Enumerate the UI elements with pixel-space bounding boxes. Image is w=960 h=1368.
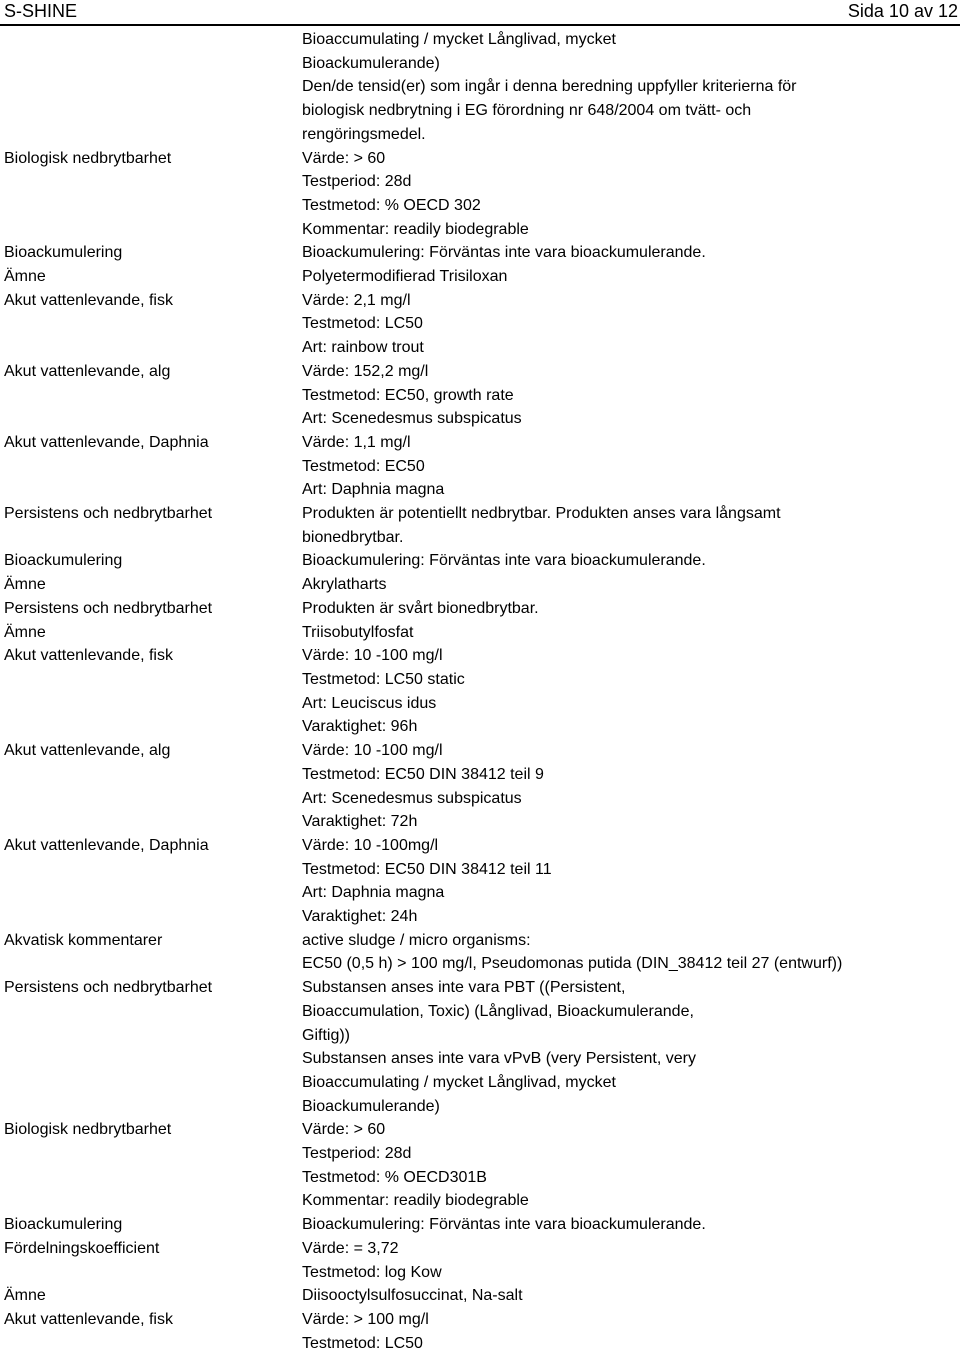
property-label: Ämne bbox=[4, 576, 46, 594]
property-label: Persistens och nedbrytbarhet bbox=[4, 599, 213, 617]
property-value bbox=[302, 644, 932, 739]
value-line: Testmetod: EC50 bbox=[302, 457, 425, 475]
property-row bbox=[0, 573, 960, 597]
property-value bbox=[302, 834, 932, 929]
value-line: Diisooctylsulfosuccinat, Na-salt bbox=[302, 1287, 523, 1305]
value-line: Värde: > 60 bbox=[302, 149, 386, 167]
value-line: Kommentar: readily biodegrable bbox=[302, 220, 529, 238]
property-row bbox=[0, 502, 960, 549]
document-body bbox=[0, 28, 960, 1355]
property-label: Bioackumulering bbox=[4, 552, 123, 570]
value-line: Art: Scenedesmus subspicatus bbox=[302, 410, 522, 428]
value-line: Art: rainbow trout bbox=[302, 339, 424, 357]
value-line: Bioaccumulation, Toxic) (Långlivad, Bioackumulerande, bbox=[302, 1002, 694, 1020]
property-label: Akut vattenlevande, fisk bbox=[4, 647, 173, 665]
property-row bbox=[0, 549, 960, 573]
value-line: Värde: 10 -100 mg/l bbox=[302, 647, 443, 665]
property-value bbox=[302, 360, 932, 431]
value-line: Värde: 1,1 mg/l bbox=[302, 433, 411, 451]
property-value bbox=[302, 147, 932, 242]
value-line: Testmetod: EC50, growth rate bbox=[302, 386, 514, 404]
value-line: Värde: 10 -100 mg/l bbox=[302, 742, 443, 760]
property-row bbox=[0, 597, 960, 621]
value-line: Testmetod: LC50 static bbox=[302, 670, 465, 688]
property-label: Akut vattenlevande, Daphnia bbox=[4, 433, 209, 451]
property-row bbox=[0, 289, 960, 360]
property-value bbox=[302, 573, 932, 597]
value-line: Art: Scenedesmus subspicatus bbox=[302, 789, 522, 807]
value-line: Produkten är potentiellt nedbrytbar. Produkten anses vara långsamt bbox=[302, 505, 781, 523]
property-row bbox=[0, 976, 960, 1118]
property-row bbox=[0, 360, 960, 431]
property-value bbox=[302, 502, 932, 549]
value-line: Testmetod: % OECD 302 bbox=[302, 196, 481, 214]
property-row bbox=[0, 1237, 960, 1284]
property-row bbox=[0, 1308, 960, 1355]
value-line: Värde: 10 -100mg/l bbox=[302, 836, 439, 854]
property-value bbox=[302, 1237, 932, 1284]
value-line: Testmetod: % OECD301B bbox=[302, 1168, 487, 1186]
value-line: Värde: 152,2 mg/l bbox=[302, 362, 429, 380]
property-row bbox=[0, 265, 960, 289]
property-value bbox=[302, 1308, 932, 1355]
property-value bbox=[302, 621, 932, 645]
property-row bbox=[0, 621, 960, 645]
value-line: biologisk nedbrytning i EG förordning nr 648/2004 om tvätt- och bbox=[302, 102, 752, 120]
property-label: Biologisk nedbrytbarhet bbox=[4, 1121, 172, 1139]
value-line: Art: Daphnia magna bbox=[302, 884, 445, 902]
value-line: Testperiod: 28d bbox=[302, 1145, 412, 1163]
property-value bbox=[302, 289, 932, 360]
property-label: Ämne bbox=[4, 268, 46, 286]
property-label: Akut vattenlevande, alg bbox=[4, 742, 171, 760]
property-label: Persistens och nedbrytbarhet bbox=[4, 505, 213, 523]
property-value bbox=[302, 431, 932, 502]
value-line: Värde: > 60 bbox=[302, 1121, 386, 1139]
property-label: Bioackumulering bbox=[4, 1216, 123, 1234]
property-row bbox=[0, 241, 960, 265]
property-row bbox=[0, 1118, 960, 1213]
property-row bbox=[0, 28, 960, 147]
property-value bbox=[302, 1118, 932, 1213]
property-label: Akut vattenlevande, fisk bbox=[4, 1310, 173, 1328]
property-label: Akut vattenlevande, fisk bbox=[4, 291, 173, 309]
value-line: Art: Leuciscus idus bbox=[302, 694, 437, 712]
property-value bbox=[302, 1213, 932, 1237]
value-line: Bioackumulering: Förväntas inte vara bioackumulerande. bbox=[302, 244, 706, 262]
property-label: Akvatisk kommentarer bbox=[4, 931, 163, 949]
value-line: active sludge / micro organisms: bbox=[302, 931, 531, 949]
value-line: Produkten är svårt bionedbrytbar. bbox=[302, 599, 539, 617]
value-line: Bioaccumulating / mycket Långlivad, mycket bbox=[302, 31, 616, 48]
page-header bbox=[0, 0, 960, 26]
value-line: Värde: > 100 mg/l bbox=[302, 1310, 429, 1328]
value-line: Triisobutylfosfat bbox=[302, 623, 414, 641]
product-name: S-SHINE bbox=[4, 1, 78, 21]
property-label: Bioackumulering bbox=[4, 244, 123, 262]
property-row bbox=[0, 644, 960, 739]
value-line: Bioackumulerande) bbox=[302, 1097, 440, 1115]
value-line: Giftig)) bbox=[302, 1026, 350, 1044]
property-value bbox=[302, 241, 932, 265]
property-value bbox=[302, 739, 932, 834]
property-value bbox=[302, 597, 932, 621]
value-line: Kommentar: readily biodegrable bbox=[302, 1192, 529, 1210]
property-label: Biologisk nedbrytbarhet bbox=[4, 149, 172, 167]
value-line: rengöringsmedel. bbox=[302, 125, 426, 143]
property-value bbox=[302, 549, 932, 573]
value-line: Bioackumulering: Förväntas inte vara bioackumulerande. bbox=[302, 1216, 706, 1234]
property-row bbox=[0, 929, 960, 976]
value-line: Testmetod: log Kow bbox=[302, 1263, 442, 1281]
property-row bbox=[0, 739, 960, 834]
property-label: Ämne bbox=[4, 623, 46, 641]
value-line: Varaktighet: 24h bbox=[302, 908, 418, 926]
value-line: Varaktighet: 72h bbox=[302, 813, 418, 831]
value-line: Värde: 2,1 mg/l bbox=[302, 291, 411, 309]
page-number: Sida 10 av 12 bbox=[847, 1, 958, 21]
property-value bbox=[302, 929, 932, 976]
property-row bbox=[0, 834, 960, 929]
value-line: Art: Daphnia magna bbox=[302, 481, 445, 499]
property-row bbox=[0, 1284, 960, 1308]
value-line: EC50 (0,5 h) > 100 mg/l, Pseudomonas putida (DIN_38412 teil 27 (entwurf)) bbox=[302, 955, 843, 973]
value-line: Testmetod: LC50 bbox=[302, 315, 423, 333]
value-line: Bioaccumulating / mycket Långlivad, mycket bbox=[302, 1073, 616, 1091]
value-line: Den/de tensid(er) som ingår i denna beredning uppfyller kriterierna för bbox=[302, 78, 797, 96]
property-label: Akut vattenlevande, Daphnia bbox=[4, 836, 209, 854]
property-label: Fördelningskoefficient bbox=[4, 1239, 160, 1257]
property-value bbox=[302, 28, 932, 147]
value-line: Testmetod: EC50 DIN 38412 teil 11 bbox=[302, 860, 552, 878]
value-line: Akrylatharts bbox=[302, 576, 387, 594]
value-line: Bioackumulerande) bbox=[302, 54, 440, 72]
property-label: Ämne bbox=[4, 1287, 46, 1305]
property-row bbox=[0, 1213, 960, 1237]
value-line: Värde: = 3,72 bbox=[302, 1239, 399, 1257]
value-line: Testmetod: LC50 bbox=[302, 1334, 423, 1352]
value-line: Substansen anses inte vara PBT ((Persistent, bbox=[302, 979, 626, 997]
property-label: Persistens och nedbrytbarhet bbox=[4, 979, 213, 997]
property-row bbox=[0, 431, 960, 502]
property-label: Akut vattenlevande, alg bbox=[4, 362, 171, 380]
property-value bbox=[302, 976, 932, 1118]
value-line: Substansen anses inte vara vPvB (very Persistent, very bbox=[302, 1050, 696, 1068]
property-row bbox=[0, 147, 960, 242]
value-line: Testmetod: EC50 DIN 38412 teil 9 bbox=[302, 765, 544, 783]
value-line: Testperiod: 28d bbox=[302, 173, 412, 191]
value-line: bionedbrytbar. bbox=[302, 528, 404, 546]
value-line: Polyetermodifierad Trisiloxan bbox=[302, 268, 508, 286]
value-line: Varaktighet: 96h bbox=[302, 718, 418, 736]
value-line: Bioackumulering: Förväntas inte vara bioackumulerande. bbox=[302, 552, 706, 570]
property-value bbox=[302, 265, 932, 289]
property-value bbox=[302, 1284, 932, 1308]
